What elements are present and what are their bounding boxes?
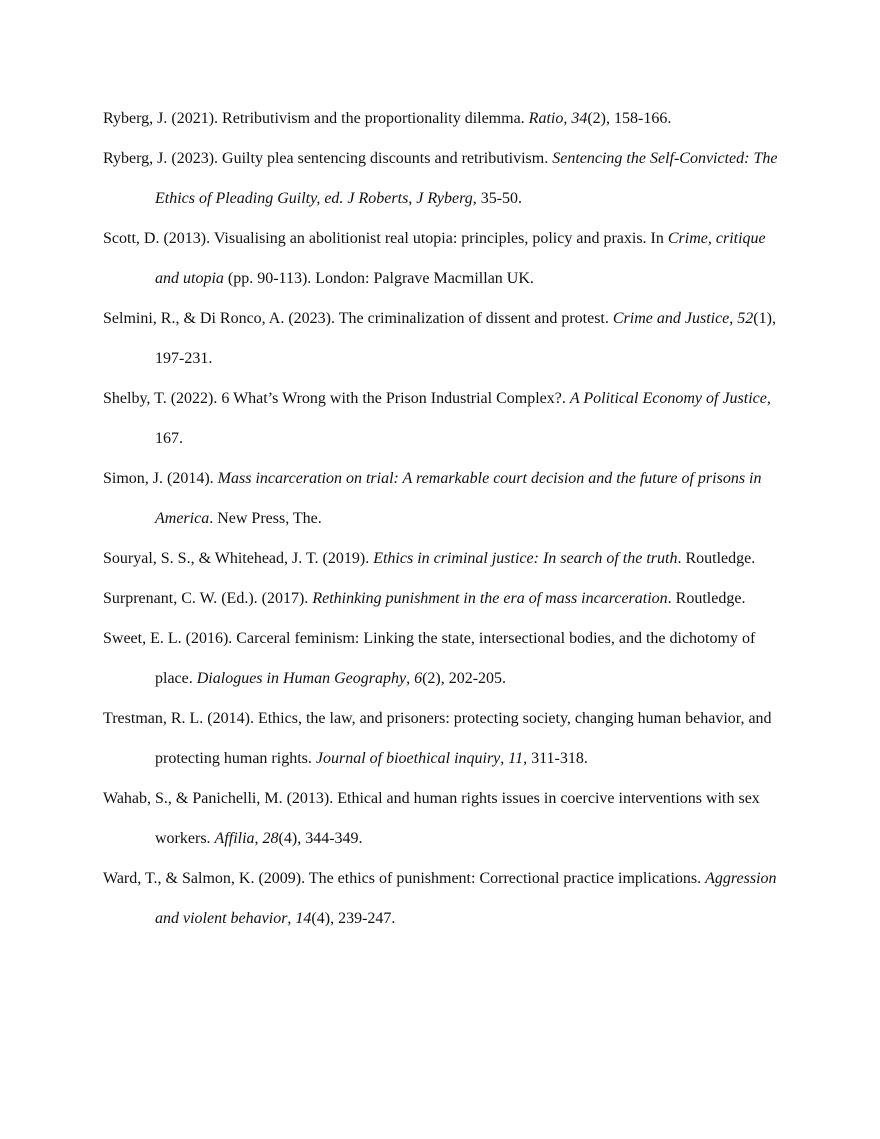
ref-text: (4), 239-247. — [311, 910, 396, 927]
ref-source: Dialogues in Human Geography — [196, 670, 407, 687]
ref-text: , — [287, 910, 296, 927]
ref-text: , 311-318. — [523, 750, 588, 767]
reference-entry — [103, 539, 793, 579]
ref-source: Crime, critique and utopia — [155, 230, 766, 287]
ref-text: . Routledge. — [677, 550, 756, 567]
reference-entry — [103, 619, 793, 699]
ref-text: Ryberg, J. (2023). Guilty plea sentencing discounts and retributivism. — [103, 150, 553, 167]
ref-text: , 35-50. — [472, 190, 523, 207]
reference-entry — [103, 299, 793, 379]
reference-entry — [103, 219, 793, 299]
ref-text: Trestman, R. L. (2014). Ethics, the law, and prisoners: protecting society, changing human behavior, and protecting human rights. — [103, 710, 772, 767]
ref-volume: 28 — [262, 830, 279, 847]
ref-volume: 6 — [414, 670, 423, 687]
ref-text: Shelby, T. (2022). 6 What’s Wrong with the Prison Industrial Complex?. — [103, 390, 570, 407]
reference-entry — [103, 139, 793, 219]
ref-text: Simon, J. (2014). — [103, 470, 218, 487]
ref-text: , — [500, 750, 509, 767]
ref-text: (pp. 90-113). London: Palgrave Macmillan UK. — [223, 270, 534, 287]
ref-text: , 167. — [155, 390, 771, 447]
ref-text: . New Press, The. — [209, 510, 322, 527]
reference-entry — [103, 459, 793, 539]
ref-source: Sentencing the Self-Convicted: The Ethics of Pleading Guilty, ed. J Roberts, J Ryberg — [155, 150, 778, 207]
ref-source: Mass incarceration on trial: A remarkable court decision and the future of prisons in America — [155, 470, 762, 527]
ref-text: (4), 344-349. — [278, 830, 363, 847]
ref-text: , — [563, 110, 572, 127]
ref-source: Crime and Justice — [612, 310, 730, 327]
ref-source: Journal of bioethical inquiry — [315, 750, 501, 767]
ref-source: Ratio — [528, 110, 564, 127]
reference-entry — [103, 99, 793, 139]
reference-entry — [103, 699, 793, 779]
ref-text: , — [254, 830, 263, 847]
reference-entry — [103, 379, 793, 459]
ref-text: (2), 202-205. — [422, 670, 507, 687]
ref-volume: 52 — [737, 310, 754, 327]
ref-source: Aggression and violent behavior — [155, 870, 777, 927]
reference-entry — [103, 859, 793, 939]
ref-volume: 14 — [295, 910, 312, 927]
ref-text: Ward, T., & Salmon, K. (2009). The ethics of punishment: Correctional practice implications. — [103, 870, 706, 887]
ref-text: . Routledge. — [667, 590, 746, 607]
ref-volume: 34 — [571, 110, 588, 127]
ref-source: Ethics in criminal justice: In search of the truth — [373, 550, 678, 567]
ref-text: Sweet, E. L. (2016). Carceral feminism: Linking the state, intersectional bodies, and the dichotomy of place. — [103, 630, 756, 687]
reference-entry — [103, 779, 793, 859]
ref-text: Selmini, R., & Di Ronco, A. (2023). The criminalization of dissent and protest. — [103, 310, 613, 327]
ref-text: (1), 197-231. — [155, 310, 776, 367]
ref-text: Ryberg, J. (2021). Retributivism and the proportionality dilemma. — [103, 110, 529, 127]
reference-entry — [103, 579, 793, 619]
ref-text: Wahab, S., & Panichelli, M. (2013). Ethical and human rights issues in coercive interventions with sex workers. — [103, 790, 760, 847]
ref-source: Affilia — [214, 830, 255, 847]
ref-text: , — [406, 670, 415, 687]
reference-list — [103, 99, 793, 939]
ref-text: Souryal, S. S., & Whitehead, J. T. (2019). — [103, 550, 374, 567]
ref-source: A Political Economy of Justice — [569, 390, 767, 407]
ref-text: Surprenant, C. W. (Ed.). (2017). — [103, 590, 313, 607]
ref-text: (2), 158-166. — [587, 110, 672, 127]
ref-text: Scott, D. (2013). Visualising an abolitionist real utopia: principles, policy and praxis. In — [103, 230, 668, 247]
ref-source: Rethinking punishment in the era of mass incarceration — [312, 590, 668, 607]
ref-text: , — [729, 310, 738, 327]
ref-volume: 11 — [508, 750, 524, 767]
